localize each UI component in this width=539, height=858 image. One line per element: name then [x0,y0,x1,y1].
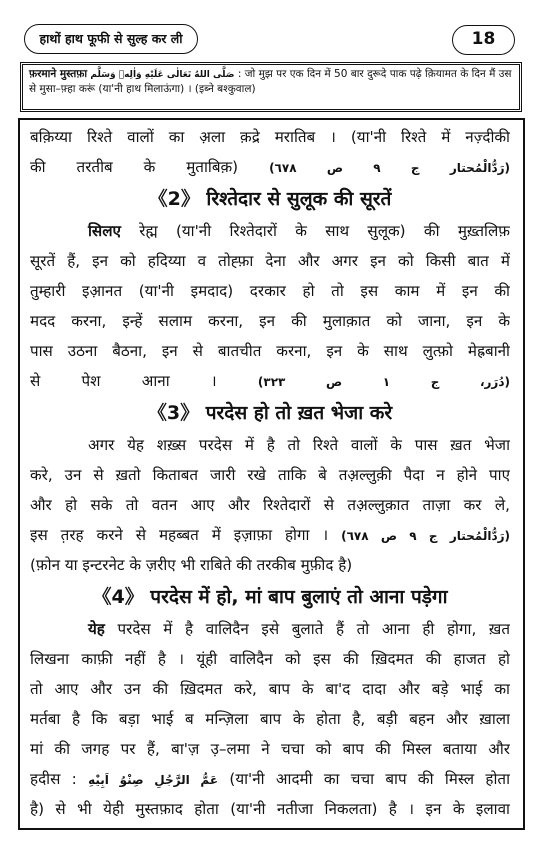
notice-label: फ़रमाने मुस्तफ़ा [29,68,88,80]
salutation-arabic: صَلَّى اللهُ تَعَالٰى عَلَيْهِ وَاٰلِهٖ وَسَلَّم [90,70,235,80]
text-line: तो आए और उन की ख़िदमत करे, बाप के बा'द दादा और बड़े भाई का [30,680,510,698]
hadith-notice-box [20,62,522,112]
text-line [30,152,510,182]
text-line: बक़िय्या रिश्ते वालों का अ़ला क़द्रे मरातिब । (या'नी रिश्ते में नज़्दीकी [30,128,510,146]
text-line: और हो सके तो वतन आए और रिश्तेदारों से तअ़ल्लुक़ात ताज़ा कर ले, [30,496,510,514]
text-line: अगर येह शख़्स परदेस में है तो रिश्ते वालों के पास ख़त भेजा [88,436,510,454]
section-heading-2: 《2》 रिश्तेदार से सुलूक की सूरतें [148,188,392,210]
text-line: मर्तबा है कि बड़ा भाई ब मन्ज़िला बाप के होता है, बड़ी बहन और ख़ाला [30,710,510,728]
text-line [30,216,510,246]
text-segment: की तरतीब के मुताबिक़) [30,158,239,176]
text-line: मां की जगह पर हैं, बा'ज़ उ़–लमा ने चचा को बाप की मिस्ल बताया और [30,740,510,758]
text-segment: से पेश आना । [30,372,217,390]
text-line [30,764,510,794]
reference-citation: (دُرَر، ج ١ ص ٣٢٣) [257,375,510,389]
section-heading-3: 《3》 परदेस हो तो ख़त भेजा करे [147,402,393,424]
text-line: (फ़ोन या इन्टरनेट के ज़रीए भी राबिते की तरकीब मुफ़ीद है) [30,556,353,574]
page-number: 18 [452,25,515,55]
text-line: करे, उन से ख़तो किताबत जारी रखे ताकि बे तअ़ल्लुक़ी पैदा न होने पाए [30,466,510,484]
notice-text-2: से मुसा–फ़्हा करूं (या'नी हाथ मिलाऊंगा) । [29,83,192,95]
section-heading-4: 《4》 परदेस में हो, मां बाप बुलाएं तो आना पड़ेगा [92,586,448,608]
text-segment: इस त़रह करने से महब्बत में इज़ाफ़ा होगा । [30,526,329,544]
text-line: पास उठना बैठना, इन से बातचीत करना, इन के साथ लुत्फ़ो मेह्रबानी [30,342,510,360]
text-segment: (या'नी आदमी का चचा बाप की मिस्ल होता [229,770,510,788]
text-line: सूरतें हैं, इन को हदिय्या व तोह्फ़ा देना और अगर इन को किसी बात में [30,252,510,270]
text-line: तुम्हारी इआ़नत (या'नी इमदाद) दरकार हो तो इस काम में इन की [30,282,510,300]
reference-citation: (رَدُّالْمُحتار ج ٩ ص ٦٧٨) [269,161,510,175]
text-line [30,366,510,396]
notice-source: (इब्ने बश्कुवाल) [194,83,256,95]
lead-word: सिलए [88,222,121,240]
text-line: मदद करना, इन्हें सलाम करना, इन की मुलाक़ात को जाना, इन के [30,312,510,330]
text-line: लिखना काफ़ी नहीं है । यूंही वालिदैन को इस की ख़िदमत की हाजत हो [30,650,510,668]
notice-text-1: : जो मुझ पर एक दिन में 50 बार दुरूदे पाक पढ़े क़ियामत के दिन मैं उस [237,68,512,80]
text-line: है) से भी येही मुस्तफ़ाद होता (या'नी नतीजा निकलता) है । इन के इलावा [30,800,510,818]
reference-citation: (رَدُّالْمُحتار ج ٩ ص ٦٧٨) [341,529,510,543]
chapter-title: हाथों हाथ फूफी से सुल्ह कर ली [24,24,198,54]
text-segment: परदेस में है वालिदैन इसे बुलाते हैं तो आना ही होगा, ख़त [104,620,510,638]
hadith-arabic: عَمُّ الرَّجُلِ صِنْوُ اَبِيْهِ [88,773,219,787]
text-segment: रेह्म (या'नी रिश्तेदारों के साथ सुलूक) की मुख़्तलिफ़ [120,222,510,240]
text-segment: हदीस : [30,770,77,788]
lead-word: येह [88,620,105,638]
text-line [30,614,510,644]
page-content [30,122,510,824]
text-line [30,520,510,550]
